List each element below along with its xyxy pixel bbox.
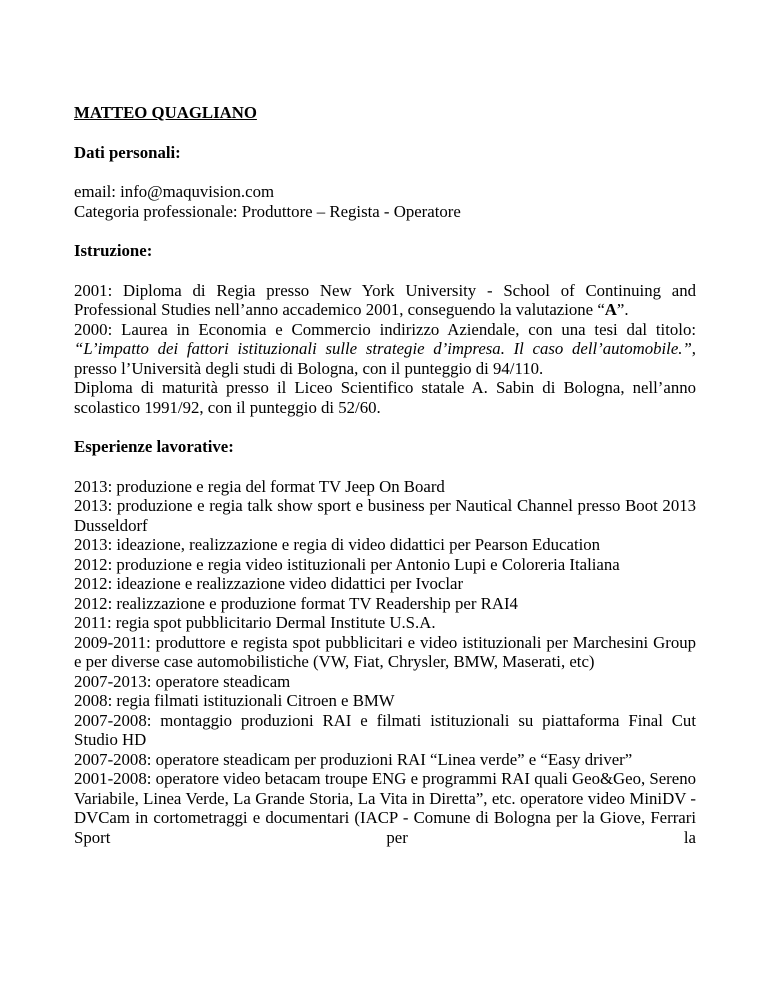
- experience-item: 2012: realizzazione e produzione format TV Readership per RAI4: [74, 593, 518, 613]
- education-item-text: ”.: [616, 300, 629, 319]
- education-heading: Istruzione:: [74, 241, 153, 260]
- cv-name: MATTEO QUAGLIANO: [74, 103, 257, 122]
- education-grade: A: [604, 300, 617, 319]
- thesis-title: “L’impatto dei fattori istituzionali sulle strategie d’impresa. Il caso dell’automobile.”: [74, 339, 692, 358]
- education-item-text: , presso l’Università degli studi di Bologna, con il punteggio di 94/110.: [74, 339, 696, 378]
- experience-section: [74, 477, 696, 848]
- education-section: [74, 281, 696, 418]
- personal-section: [74, 182, 696, 221]
- experience-item: 2012: produzione e regia video istituzionali per Antonio Lupi e Coloreria Italiana: [74, 554, 620, 574]
- experience-item: 2012: ideazione e realizzazione video didattici per Ivoclar: [74, 574, 464, 593]
- personal-heading: Dati personali:: [74, 142, 181, 162]
- experience-item: 2009-2011: produttore e regista spot pubblicitari e video istituzionali per Marchesini Group e per diverse case automobilistiche (VW, Fiat, Chrysler, BMW, Maserati, etc): [74, 632, 696, 671]
- category-line: Categoria professionale: Produttore – Regista - Operatore: [74, 201, 461, 221]
- experience-item: 2011: regia spot pubblicitario Dermal Institute U.S.A.: [74, 613, 436, 632]
- experience-item: 2008: regia filmati istituzionali Citroen e BMW: [74, 691, 395, 710]
- experience-heading: Esperienze lavorative:: [74, 437, 234, 456]
- experience-item: 2007-2013: operatore steadicam: [74, 671, 291, 691]
- experience-item: 2013: produzione e regia talk show sport e business per Nautical Channel presso Boot 2013 Dusseldorf: [74, 496, 696, 535]
- email-value: info@maquvision.com: [120, 182, 275, 201]
- email-line: [74, 182, 696, 202]
- education-item: [74, 320, 696, 379]
- email-label: email:: [74, 182, 116, 201]
- experience-item: 2001-2008: operatore video betacam troupe ENG e programmi RAI quali Geo&Geo, Sereno Variabile, Linea Verde, La Grande Storia, La Vita in Diretta”, etc. operatore video MiniDV - DVCam in cortometraggi e documentari (IACP - Comune di Bologna per la Giove, Ferrari Sport per la: [74, 769, 696, 847]
- education-item-text: 2001: Diploma di Regia presso New York University - School of Continuing and Professional Studies nell’anno accademico 2001, conseguendo la valutazione “: [74, 280, 696, 319]
- experience-item: 2013: ideazione, realizzazione e regia di video didattici per Pearson Education: [74, 535, 601, 554]
- education-item: [74, 281, 696, 320]
- experience-item: 2007-2008: operatore steadicam per produzioni RAI “Linea verde” e “Easy driver”: [74, 749, 633, 769]
- experience-item: 2007-2008: montaggio produzioni RAI e filmati istituzionali su piattaforma Final Cut Studio HD: [74, 710, 696, 749]
- education-item: Diploma di maturità presso il Liceo Scientifico statale A. Sabin di Bologna, nell’anno scolastico 1991/92, con il punteggio di 52/60.: [74, 378, 696, 417]
- education-item-text: 2000: Laurea in Economia e Commercio indirizzo Aziendale, con una tesi dal titolo:: [74, 319, 696, 339]
- experience-item: 2013: produzione e regia del format TV Jeep On Board: [74, 476, 445, 496]
- cv-document: [74, 103, 696, 847]
